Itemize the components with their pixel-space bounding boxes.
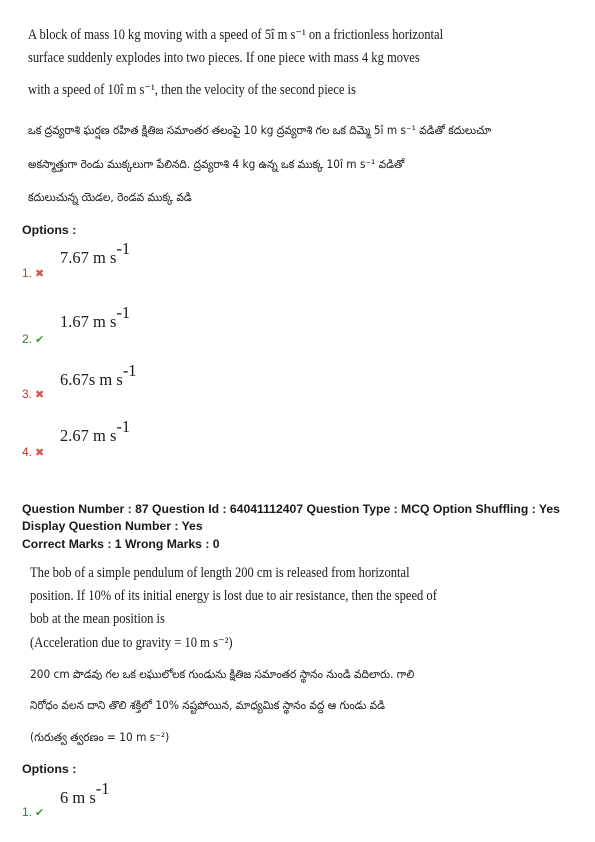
option-2-number: 2. ✔ — [22, 332, 45, 346]
question-meta-line: Correct Marks : 1 Wrong Marks : 0 — [22, 537, 220, 551]
option-value: 7.67 m $s^{-1}$ — [60, 238, 131, 267]
option-value: 6.67s m $s^{-1}$ — [60, 360, 137, 389]
telugu-text-line: కదులుచున్న యెడల, రెండవ ముక్క వడి — [28, 190, 192, 204]
option-3-number: 3. ✖ — [22, 387, 45, 401]
option-value: 6 m $s^{-1}$ — [60, 778, 110, 807]
telugu-text-line: అకస్మాత్తుగా రెండు ముక్కలుగా పేలినది. ద్రవ్యరాశి 4 kg ఉన్న ఒక ముక్క 10î m s⁻¹ వడితో — [28, 157, 405, 171]
option-4-number: 4. ✖ — [22, 445, 45, 459]
telugu-text-line: (గురుత్వ త్వరణం = 10 m s⁻²) — [30, 730, 170, 744]
telugu-text-line: 200 cm పొడవు గల ఒక లఘులోలక గుండును క్షితిజ సమాంతర స్థానం నుండి వదిలారు. గాలి — [30, 667, 415, 681]
options-label: Options : — [22, 223, 77, 237]
question-meta-line: Display Question Number : Yes — [22, 519, 203, 533]
checkmark-icon: ✔ — [35, 333, 45, 346]
option-value: 1.67 m $s^{-1}$ — [60, 302, 131, 331]
cross-icon: ✖ — [35, 267, 45, 280]
option-value: 2.67 m $s^{-1}$ — [60, 416, 131, 445]
question-text-line: A block of mass 10 kg moving with a speed of 5î m s⁻¹ on a frictionless horizontal — [28, 27, 444, 43]
question-text-line: bob at the mean position is — [30, 611, 165, 627]
question-text-line: with a speed of 10î m s⁻¹, then the velocity of the second piece is — [28, 82, 356, 98]
cross-icon: ✖ — [35, 388, 45, 401]
checkmark-icon: ✔ — [35, 806, 45, 819]
question-text-line: surface suddenly explodes into two pieces. If one piece with mass 4 kg moves — [28, 50, 420, 66]
telugu-text-line: ఒక ద్రవ్యరాశి ఘర్షణ రహిత క్షితిజ సమాంతర తలంపై 10 kg ద్రవ్యరాశి గల ఒక దిమ్మె 5î m s⁻¹ వడితో కదులుచూ — [28, 123, 492, 137]
question-text-line: The bob of a simple pendulum of length 200 cm is released from horizontal — [30, 565, 410, 581]
option-1-number: 1. ✖ — [22, 266, 45, 280]
cross-icon: ✖ — [35, 446, 45, 459]
question-text-line: (Acceleration due to gravity = 10 m s⁻²) — [30, 635, 233, 651]
option-1-number: 1. ✔ — [22, 805, 45, 819]
telugu-text-line: నిరోధం వలన దాని తొలి శక్తిలో 10% నష్టపోయిన, మాధ్యమిక స్థానం వద్ద ఆ గుండు వడి — [30, 698, 385, 712]
question-text-line: position. If 10% of its initial energy is lost due to air resistance, then the speed of — [30, 588, 437, 604]
question-meta-line: Question Number : 87 Question Id : 64041112407 Question Type : MCQ Option Shuffling : Yes — [22, 502, 560, 516]
options-label: Options : — [22, 762, 77, 776]
